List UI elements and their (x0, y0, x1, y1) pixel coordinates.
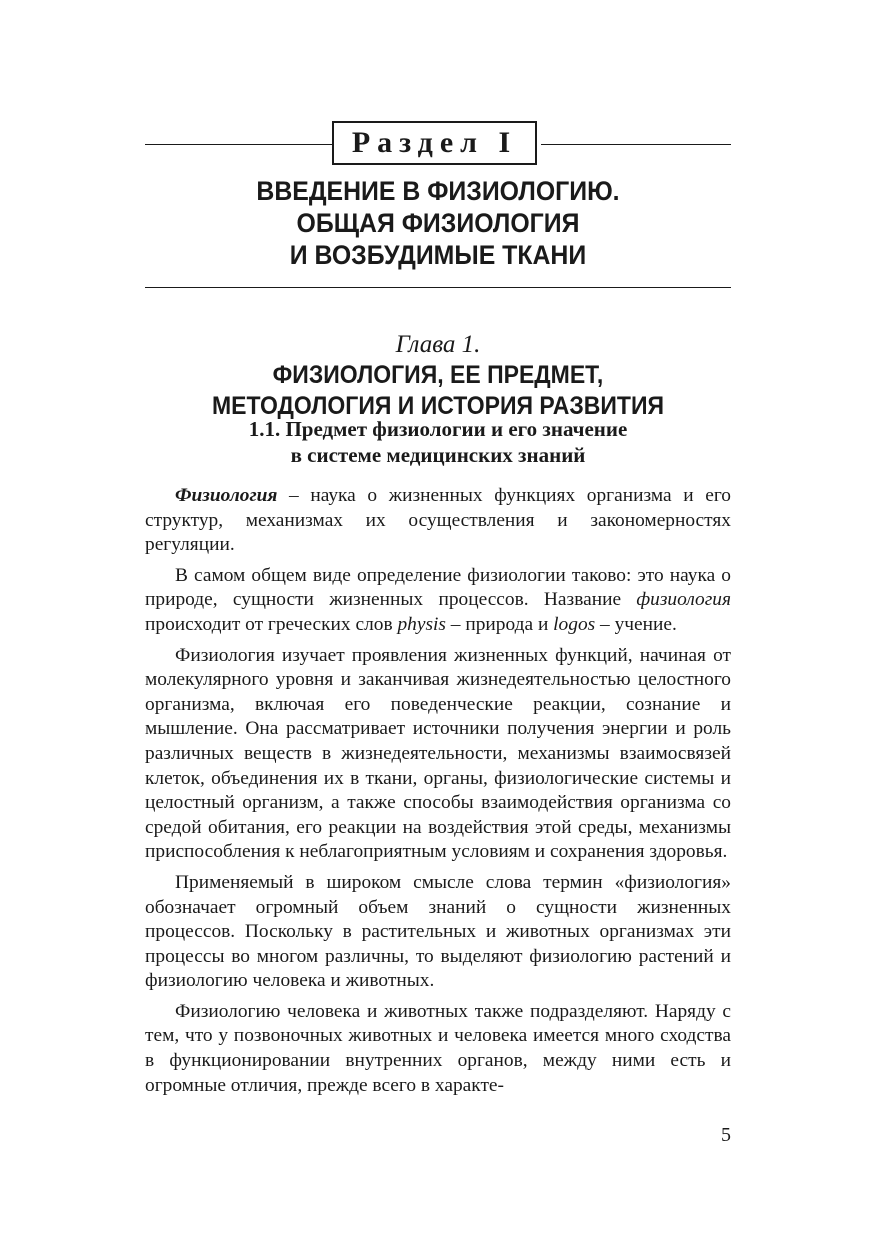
chapter-label: Глава 1. (395, 331, 481, 358)
term-physiology: Физиология (175, 485, 278, 506)
section-label: Раздел I (351, 126, 518, 159)
paragraph: Физиология изучает проявления жизненных функций, начиная от молекулярного уровня и заканчивая жизнедеятельностью целостного организма, включая его поведенческие реакции, сознание и мышление. Она рассматривает источники получения энергии и роль различных веществ в жизнедеятельности, механизмы взаимосвязей клеток, объединения их в ткани, органы, физиологические системы и целостный организм, а также способы взаимодействия организма со средой обитания, его реакции на воздействия этой среды, механизмы приспособления к неблагоприятным условиям и сохранения здоровья. (145, 644, 731, 863)
paragraph-text: – наука о жизненных функциях организма и его структур, механизмах их осуществления и закономерностях регуляции. (145, 485, 731, 556)
paragraph-text: – природа и (445, 613, 554, 635)
paragraph-text: – учение. (595, 613, 677, 635)
chapter-title-text-2: МЕТОДОЛОГИЯ И ИСТОРИЯ РАЗВИТИЯ (211, 392, 665, 420)
section-title (168, 175, 707, 271)
subsection-title-line: 1.1. Предмет физиологии и его значение (248, 417, 628, 441)
chapter-title (145, 329, 731, 422)
section-title-line: И ВОЗБУДИМЫЕ ТКАНИ (289, 240, 587, 270)
page-number: 5 (721, 1124, 731, 1146)
paragraph-definition (145, 484, 731, 558)
body-text (145, 484, 731, 1104)
subsection-title-line: в системе медицинских знаний (290, 443, 586, 467)
paragraph-text: происходит от греческих слов (145, 613, 398, 635)
section-divider (145, 287, 731, 288)
italic-term: logos (553, 613, 596, 635)
section-rule-left (145, 144, 332, 145)
section-title-line: ВВЕДЕНИЕ В ФИЗИОЛОГИЮ. (256, 176, 620, 206)
section-rule-right (541, 144, 731, 145)
section-title-line: ОБЩАЯ ФИЗИОЛОГИЯ (296, 208, 580, 238)
chapter-title-line-1 (145, 329, 731, 391)
chapter-title-text-1: ФИЗИОЛОГИЯ, ЕЕ ПРЕДМЕТ, (272, 361, 604, 389)
section-label-box (332, 121, 537, 165)
italic-term: физиология (636, 589, 731, 611)
subsection-title (145, 416, 731, 468)
paragraph: Применяемый в широком смысле слова термин «физиология» обозначает огромный объем знаний о сущности жизненных процессов. Поскольку в растительных и животных организмах эти процессы во многом различны, то выделяют физиологию растений и физиологию человека и животных. (145, 871, 731, 992)
paragraph: Физиологию человека и животных также подразделяют. Наряду с тем, что у позвоночных животных и человека имеется много сходства в функционировании внутренних органов, между ними есть и огромные отличия, прежде всего в характе- (145, 1000, 731, 1096)
italic-term: physis (397, 613, 446, 635)
paragraph-etymology (145, 564, 731, 638)
paragraph-text: В самом общем виде определение физиологии таково: это наука о природе, сущности жизненных процессов. Название (145, 564, 731, 611)
